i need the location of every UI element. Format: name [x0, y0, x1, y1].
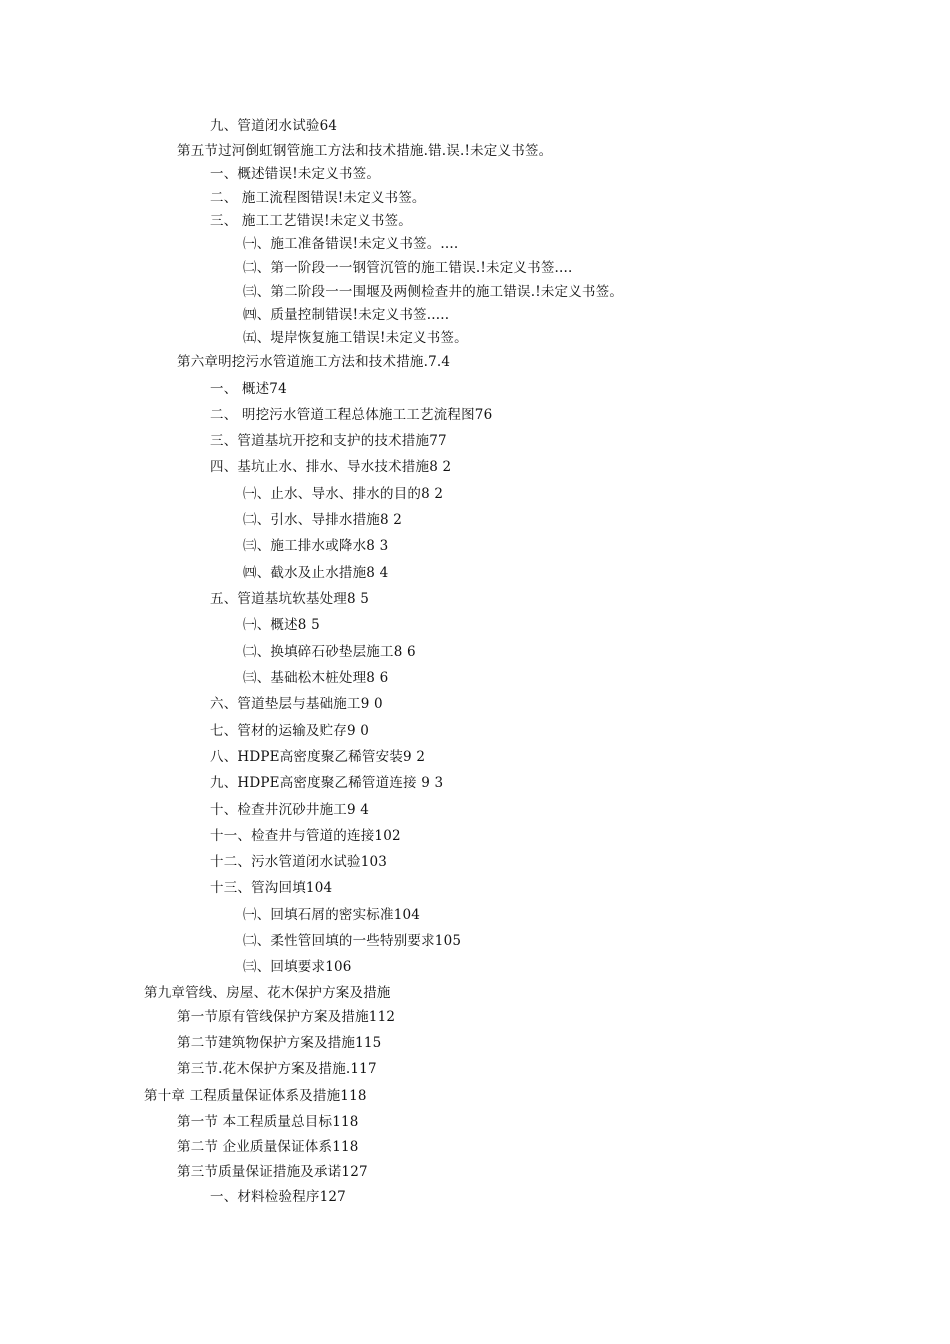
toc-entry: ㈢、第二阶段一一围堰及两侧检查井的施工错误.!未定义书签。 — [243, 284, 624, 300]
toc-entry: 十二、污水管道闭水试验103 — [210, 854, 388, 870]
toc-entry: 九、管道闭水试验64 — [210, 118, 338, 134]
toc-entry: 五、管道基坑软基处理8 5 — [210, 591, 370, 607]
toc-entry: ㈡、第一阶段一一钢管沉管的施工错误.!未定义书签.... — [243, 260, 573, 276]
toc-entry: 一、 概述74 — [210, 381, 287, 397]
toc-entry: 十、检查井沉砂井施工9 4 — [210, 802, 370, 818]
toc-entry: 二、 明挖污水管道工程总体施工工艺流程图76 — [210, 407, 493, 423]
toc-entry: 六、管道垫层与基础施工9 0 — [210, 696, 383, 712]
toc-entry: 二、 施工流程图错误!未定义书签。 — [210, 190, 426, 206]
toc-entry: 第三节质量保证措施及承诺127 — [177, 1164, 368, 1180]
toc-entry: 八、HDPE高密度聚乙稀管安装9 2 — [210, 749, 426, 765]
toc-entry: 第二节 企业质量保证体系118 — [177, 1139, 359, 1155]
toc-entry: ㈡、换填碎石砂垫层施工8 6 — [243, 644, 416, 660]
toc-entry: 第二节建筑物保护方案及措施115 — [177, 1035, 382, 1051]
toc-entry: 三、管道基坑开挖和支护的技术措施77 — [210, 433, 447, 449]
toc-entry: ㈣、质量控制错误!未定义书签..... — [243, 307, 450, 323]
toc-entry: ㈡、引水、导排水措施8 2 — [243, 512, 403, 528]
toc-entry: ㈠、概述8 5 — [243, 617, 320, 633]
toc-entry: ㈢、回填要求106 — [243, 959, 352, 975]
toc-entry: 第十章 工程质量保证体系及措施118 — [144, 1088, 367, 1104]
toc-entry: 第一节原有管线保护方案及措施112 — [177, 1009, 396, 1025]
toc-entry: 第三节.花木保护方案及措施.117 — [177, 1061, 377, 1077]
toc-entry: 九、HDPE高密度聚乙稀管道连接 9 3 — [210, 775, 444, 791]
toc-entry: ㈣、截水及止水措施8 4 — [243, 565, 389, 581]
toc-entry: 一、材料检验程序127 — [210, 1189, 346, 1205]
toc-entry: 第六章明挖污水管道施工方法和技术措施.7.4 — [177, 354, 451, 370]
toc-entry: 七、管材的运输及贮存9 0 — [210, 723, 370, 739]
toc-entry: ㈠、回填石屑的密实标准104 — [243, 907, 421, 923]
toc-entry: 一、概述错误!未定义书签。 — [210, 166, 381, 182]
toc-entry: 十一、检查井与管道的连接102 — [210, 828, 401, 844]
toc-entry: 第九章管线、房屋、花木保护方案及措施 — [144, 985, 391, 1001]
toc-entry: 十三、管沟回填104 — [210, 880, 333, 896]
toc-entry: 第五节过河倒虹钢管施工方法和技术措施.错.误.!未定义书签。 — [177, 143, 553, 159]
toc-entry: ㈤、堤岸恢复施工错误!未定义书签。 — [243, 330, 468, 346]
toc-entry: ㈠、施工准备错误!未定义书签。.... — [243, 236, 459, 252]
toc-entry: ㈡、柔性管回填的一些特别要求105 — [243, 933, 462, 949]
toc-entry: ㈢、基础松木桩处理8 6 — [243, 670, 389, 686]
toc-entry: 第一节 本工程质量总目标118 — [177, 1114, 359, 1130]
toc-entry: ㈢、施工排水或降水8 3 — [243, 538, 389, 554]
toc-entry: 三、 施工工艺错误!未定义书签。 — [210, 213, 412, 229]
toc-entry: 四、基坑止水、排水、导水技术措施8 2 — [210, 459, 452, 475]
toc-entry: ㈠、止水、导水、排水的目的8 2 — [243, 486, 444, 502]
